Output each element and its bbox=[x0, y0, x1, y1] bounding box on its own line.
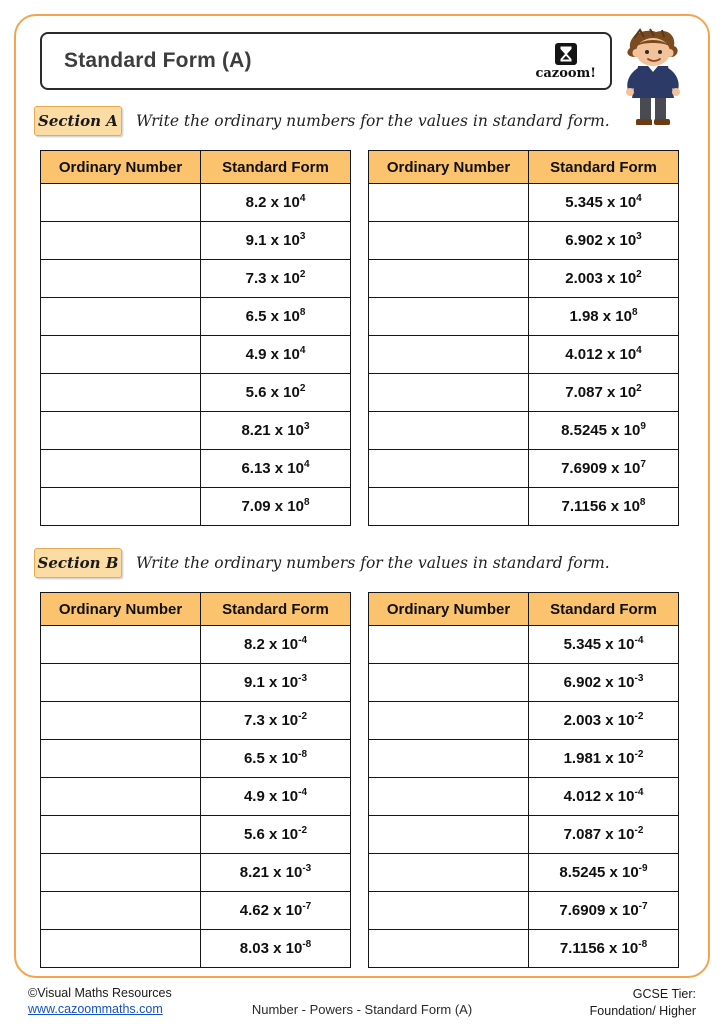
table-row bbox=[41, 488, 351, 526]
column-header-standard-form: Standard Form bbox=[529, 593, 679, 626]
standard-form-value: 7.1156 x $10^{-8}$ bbox=[529, 930, 679, 968]
ordinary-number-answer-cell bbox=[369, 778, 529, 816]
table-row bbox=[369, 260, 679, 298]
section-a-badge: Section A bbox=[34, 106, 122, 136]
standard-form-value: 5.345 x $10^{-4}$ bbox=[529, 626, 679, 664]
header bbox=[40, 32, 612, 90]
table-row bbox=[369, 702, 679, 740]
table-row bbox=[369, 664, 679, 702]
ordinary-number-answer-cell bbox=[41, 412, 201, 450]
standard-form-value: 6.13 x $10^4$ bbox=[201, 450, 351, 488]
table-row bbox=[369, 184, 679, 222]
table-row bbox=[369, 740, 679, 778]
ordinary-number-answer-cell bbox=[369, 740, 529, 778]
standard-form-value: 8.5245 x $10^9$ bbox=[529, 412, 679, 450]
table-row bbox=[41, 222, 351, 260]
standard-form-value: 7.09 x $10^8$ bbox=[201, 488, 351, 526]
table-row bbox=[41, 184, 351, 222]
standard-form-value: 5.6 x $10^{-2}$ bbox=[201, 816, 351, 854]
section-a-table-left bbox=[40, 150, 351, 526]
page-title: Standard Form (A) bbox=[64, 49, 252, 72]
ordinary-number-answer-cell bbox=[41, 298, 201, 336]
standard-form-value: 8.5245 x $10^{-9}$ bbox=[529, 854, 679, 892]
ordinary-number-answer-cell bbox=[369, 626, 529, 664]
column-header-standard-form: Standard Form bbox=[201, 151, 351, 184]
standard-form-value: 7.3 x $10^2$ bbox=[201, 260, 351, 298]
standard-form-value: 4.62 x $10^{-7}$ bbox=[201, 892, 351, 930]
table-header-row bbox=[41, 151, 351, 184]
column-header-standard-form: Standard Form bbox=[529, 151, 679, 184]
table-row bbox=[369, 892, 679, 930]
column-header-standard-form: Standard Form bbox=[201, 593, 351, 626]
ordinary-number-answer-cell bbox=[41, 450, 201, 488]
table-row bbox=[369, 450, 679, 488]
ordinary-number-answer-cell bbox=[369, 184, 529, 222]
table-row bbox=[369, 816, 679, 854]
standard-form-value: 8.2 x $10^4$ bbox=[201, 184, 351, 222]
table-row bbox=[369, 854, 679, 892]
table-row bbox=[41, 740, 351, 778]
standard-form-value: 8.21 x $10^{-3}$ bbox=[201, 854, 351, 892]
ordinary-number-answer-cell bbox=[41, 930, 201, 968]
ordinary-number-answer-cell bbox=[369, 488, 529, 526]
footer-right bbox=[590, 986, 696, 1020]
ordinary-number-answer-cell bbox=[369, 336, 529, 374]
standard-form-value: 6.902 x $10^{-3}$ bbox=[529, 664, 679, 702]
standard-form-value: 8.21 x $10^3$ bbox=[201, 412, 351, 450]
table-row bbox=[369, 778, 679, 816]
standard-form-value: 4.012 x $10^{-4}$ bbox=[529, 778, 679, 816]
table-row bbox=[41, 816, 351, 854]
mascot-character bbox=[610, 26, 694, 130]
ordinary-number-answer-cell bbox=[369, 374, 529, 412]
table-row bbox=[41, 336, 351, 374]
standard-form-value: 6.5 x $10^8$ bbox=[201, 298, 351, 336]
standard-form-value: 6.5 x $10^{-8}$ bbox=[201, 740, 351, 778]
table-row bbox=[369, 374, 679, 412]
standard-form-value: 7.087 x $10^2$ bbox=[529, 374, 679, 412]
ordinary-number-answer-cell bbox=[41, 778, 201, 816]
section-b-badge: Section B bbox=[34, 548, 122, 578]
standard-form-value: 2.003 x $10^{-2}$ bbox=[529, 702, 679, 740]
section-b-table-left bbox=[40, 592, 351, 968]
ordinary-number-answer-cell bbox=[369, 222, 529, 260]
standard-form-value: 5.6 x $10^2$ bbox=[201, 374, 351, 412]
ordinary-number-answer-cell bbox=[41, 854, 201, 892]
table-row bbox=[369, 298, 679, 336]
ordinary-number-answer-cell bbox=[369, 854, 529, 892]
section-b-table-right bbox=[368, 592, 679, 968]
table-row bbox=[41, 298, 351, 336]
standard-form-value: 2.003 x $10^2$ bbox=[529, 260, 679, 298]
standard-form-value: 7.1156 x $10^8$ bbox=[529, 488, 679, 526]
ordinary-number-answer-cell bbox=[41, 336, 201, 374]
ordinary-number-answer-cell bbox=[41, 740, 201, 778]
ordinary-number-answer-cell bbox=[369, 892, 529, 930]
table-row bbox=[369, 488, 679, 526]
table-header-row bbox=[41, 593, 351, 626]
ordinary-number-answer-cell bbox=[41, 184, 201, 222]
table-row bbox=[41, 260, 351, 298]
table-row bbox=[369, 930, 679, 968]
ordinary-number-answer-cell bbox=[369, 298, 529, 336]
ordinary-number-answer-cell bbox=[369, 816, 529, 854]
standard-form-value: 9.1 x $10^{-3}$ bbox=[201, 664, 351, 702]
ordinary-number-answer-cell bbox=[41, 260, 201, 298]
standard-form-value: 6.902 x $10^3$ bbox=[529, 222, 679, 260]
table-row bbox=[41, 412, 351, 450]
ordinary-number-answer-cell bbox=[41, 702, 201, 740]
section-b-instruction: Write the ordinary numbers for the values in standard form. bbox=[136, 554, 610, 572]
table-row bbox=[41, 854, 351, 892]
standard-form-value: 4.9 x $10^4$ bbox=[201, 336, 351, 374]
table-header-row bbox=[369, 593, 679, 626]
section-a-instruction: Write the ordinary numbers for the values in standard form. bbox=[136, 112, 610, 130]
standard-form-value: 7.6909 x $10^7$ bbox=[529, 450, 679, 488]
table-row bbox=[369, 222, 679, 260]
table-row bbox=[369, 336, 679, 374]
table-row bbox=[41, 450, 351, 488]
ordinary-number-answer-cell bbox=[41, 374, 201, 412]
table-row bbox=[41, 778, 351, 816]
table-row bbox=[41, 892, 351, 930]
copyright-text: ©Visual Maths Resources bbox=[28, 986, 172, 1000]
footer-center-text: Number - Powers - Standard Form (A) bbox=[251, 1002, 473, 1017]
standard-form-value: 5.345 x $10^4$ bbox=[529, 184, 679, 222]
standard-form-value: 7.6909 x $10^{-7}$ bbox=[529, 892, 679, 930]
standard-form-value: 8.03 x $10^{-8}$ bbox=[201, 930, 351, 968]
logo-text: cazoom! bbox=[535, 66, 596, 81]
ordinary-number-answer-cell bbox=[369, 930, 529, 968]
ordinary-number-answer-cell bbox=[369, 412, 529, 450]
ordinary-number-answer-cell bbox=[369, 664, 529, 702]
ordinary-number-answer-cell bbox=[41, 488, 201, 526]
table-row bbox=[41, 374, 351, 412]
standard-form-value: 9.1 x $10^3$ bbox=[201, 222, 351, 260]
ordinary-number-answer-cell bbox=[41, 626, 201, 664]
ordinary-number-answer-cell bbox=[369, 260, 529, 298]
column-header-ordinary-number: Ordinary Number bbox=[369, 593, 529, 626]
section-a-table-right bbox=[368, 150, 679, 526]
standard-form-value: 4.012 x $10^4$ bbox=[529, 336, 679, 374]
website-link[interactable]: www.cazoommaths.com bbox=[28, 1002, 163, 1016]
table-header-row bbox=[369, 151, 679, 184]
table-row bbox=[369, 626, 679, 664]
column-header-ordinary-number: Ordinary Number bbox=[41, 593, 201, 626]
ordinary-number-answer-cell bbox=[41, 892, 201, 930]
table-row bbox=[41, 664, 351, 702]
ordinary-number-answer-cell bbox=[41, 816, 201, 854]
standard-form-value: 8.2 x $10^{-4}$ bbox=[201, 626, 351, 664]
table-row bbox=[41, 702, 351, 740]
ordinary-number-answer-cell bbox=[369, 450, 529, 488]
ordinary-number-answer-cell bbox=[41, 664, 201, 702]
column-header-ordinary-number: Ordinary Number bbox=[41, 151, 201, 184]
table-row bbox=[369, 412, 679, 450]
table-row bbox=[41, 626, 351, 664]
standard-form-value: 4.9 x $10^{-4}$ bbox=[201, 778, 351, 816]
standard-form-value: 7.087 x $10^{-2}$ bbox=[529, 816, 679, 854]
gcse-tier-label: GCSE Tier: bbox=[632, 987, 696, 1001]
cazoom-logo bbox=[535, 42, 596, 80]
table-row bbox=[41, 930, 351, 968]
ordinary-number-answer-cell bbox=[369, 702, 529, 740]
standard-form-value: 1.98 x $10^8$ bbox=[529, 298, 679, 336]
gcse-tier-value: Foundation/ Higher bbox=[589, 1003, 696, 1018]
standard-form-value: 1.981 x $10^{-2}$ bbox=[529, 740, 679, 778]
column-header-ordinary-number: Ordinary Number bbox=[369, 151, 529, 184]
standard-form-value: 7.3 x $10^{-2}$ bbox=[201, 702, 351, 740]
hourglass-icon bbox=[554, 42, 578, 66]
ordinary-number-answer-cell bbox=[41, 222, 201, 260]
